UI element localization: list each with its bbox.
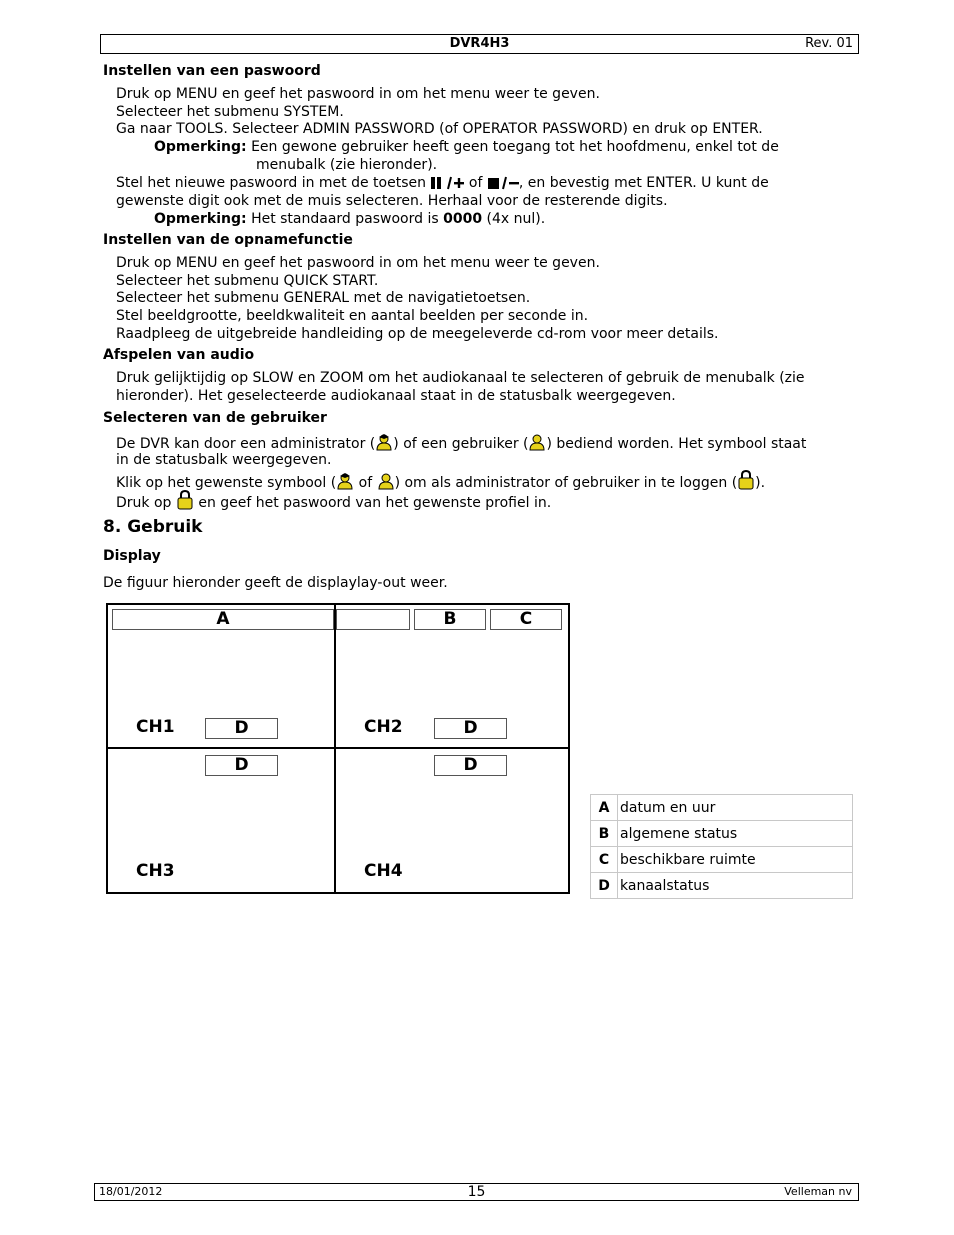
text-line: Selecteer het submenu GENERAL met de navigatietoetsen. <box>116 290 531 306</box>
section-title-password: Instellen van een paswoord <box>103 63 321 79</box>
note-label: Opmerking: <box>154 211 247 227</box>
admin-user-icon <box>375 433 393 456</box>
lock-icon <box>176 490 194 515</box>
note-label: Opmerking: <box>154 139 247 155</box>
note-text: Een gewone gebruiker heeft geen toegang tot het hoofdmenu, enkel tot de <box>251 139 779 155</box>
field-d-ch1: D <box>205 718 278 739</box>
user-icon <box>528 433 546 456</box>
channel-label-ch1: CH1 <box>136 717 175 737</box>
text-line: hieronder). Het geselecteerde audiokanaal staat in de statusbalk weergegeven. <box>116 388 676 404</box>
legend-text: algemene status <box>618 821 853 847</box>
text-span: Stel het nieuwe paswoord in met de toetsen <box>116 175 426 191</box>
channel-label-ch2: CH2 <box>364 717 403 737</box>
section-title-display: Display <box>103 548 161 564</box>
text-line: in de statusbalk weergegeven. <box>116 452 332 468</box>
section-title-user: Selecteren van de gebruiker <box>103 410 327 426</box>
divider-horizontal <box>108 747 568 749</box>
section-title-audio: Afspelen van audio <box>103 347 255 363</box>
field-label: A <box>216 609 230 629</box>
text-span: of <box>468 175 483 191</box>
field-a-extension <box>336 609 410 630</box>
field-d-ch2: D <box>434 718 507 739</box>
text-line: De figuur hieronder geeft de displaylay-out weer. <box>103 575 448 591</box>
legend-text: datum en uur <box>618 795 853 821</box>
text-line: Stel beeldgrootte, beeldkwaliteit en aantal beelden per seconde in. <box>116 308 589 324</box>
page-header <box>100 34 859 54</box>
text-line: Selecteer het submenu SYSTEM. <box>116 104 344 120</box>
text-line: Selecteer het submenu QUICK START. <box>116 273 379 289</box>
field-c-space: C <box>490 609 562 630</box>
lock-icon <box>737 470 755 495</box>
table-row <box>591 821 853 847</box>
text-span: ) bediend worden. Het symbool staat <box>546 436 807 452</box>
legend-table <box>590 794 853 899</box>
section-title-recording: Instellen van de opnamefunctie <box>103 232 353 248</box>
text-span: Klik op het gewenste symbool ( <box>116 475 337 491</box>
legend-key: C <box>591 847 618 873</box>
text-line: Druk op MENU en geef het paswoord in om het menu weer te geven. <box>116 255 600 271</box>
text-span: en geef het paswoord van het gewenste profiel in. <box>198 495 552 511</box>
channel-label-ch4: CH4 <box>364 861 403 881</box>
table-row <box>591 795 853 821</box>
text-span: , en bevestig met ENTER. U kunt de <box>518 175 769 191</box>
field-d-ch3: D <box>205 755 278 776</box>
text-line: Druk op MENU en geef het paswoord in om het menu weer te geven. <box>116 86 600 102</box>
footer-company: Velleman nv <box>784 1185 852 1198</box>
text-span: of <box>358 475 373 491</box>
field-a-datetime <box>112 609 334 630</box>
legend-key: B <box>591 821 618 847</box>
text-line: Druk gelijktijdig op SLOW en ZOOM om het audiokanaal te selecteren of gebruik de menubalk (zie <box>116 370 805 386</box>
table-row <box>591 847 853 873</box>
footer-date: 18/01/2012 <box>99 1185 163 1198</box>
note-line <box>154 210 545 228</box>
channel-label-ch3: CH3 <box>136 861 175 881</box>
text-span: Druk op <box>116 495 172 511</box>
text-span: ). <box>755 475 766 491</box>
note-text: (4x nul). <box>486 211 546 227</box>
text-line: Ga naar TOOLS. Selecteer ADMIN PASSWORD (of OPERATOR PASSWORD) en druk op ENTER. <box>116 121 763 137</box>
header-rev: Rev. 01 <box>805 36 853 51</box>
text-span: ) om als administrator of gebruiker in te loggen ( <box>394 475 738 491</box>
page-number: 15 <box>467 1184 486 1200</box>
text-span: De DVR kan door een administrator ( <box>116 436 376 452</box>
note-line <box>154 138 779 156</box>
legend-text: beschikbare ruimte <box>618 847 853 873</box>
display-layout-figure <box>106 603 570 894</box>
page-footer <box>94 1183 859 1201</box>
chapter-title: 8. Gebruik <box>103 517 203 537</box>
legend-text: kanaalstatus <box>618 873 853 899</box>
text-line: Raadpleeg de uitgebreide handleiding op de meegeleverde cd-rom voor meer details. <box>116 326 719 342</box>
header-model: DVR4H3 <box>449 36 510 51</box>
legend-key: D <box>591 873 618 899</box>
field-d-ch4: D <box>434 755 507 776</box>
text-line: gewenste digit ook met de muis selecteren. Herhaal voor de resterende digits. <box>116 193 668 209</box>
note-text: Het standaard paswoord is <box>251 211 439 227</box>
text-span: ) of een gebruiker ( <box>393 436 529 452</box>
note-line-cont: menubalk (zie hieronder). <box>256 157 438 173</box>
legend-key: A <box>591 795 618 821</box>
table-row <box>591 873 853 899</box>
text-line-lock <box>116 490 551 515</box>
default-password: 0000 <box>443 211 483 227</box>
field-b-status: B <box>414 609 486 630</box>
